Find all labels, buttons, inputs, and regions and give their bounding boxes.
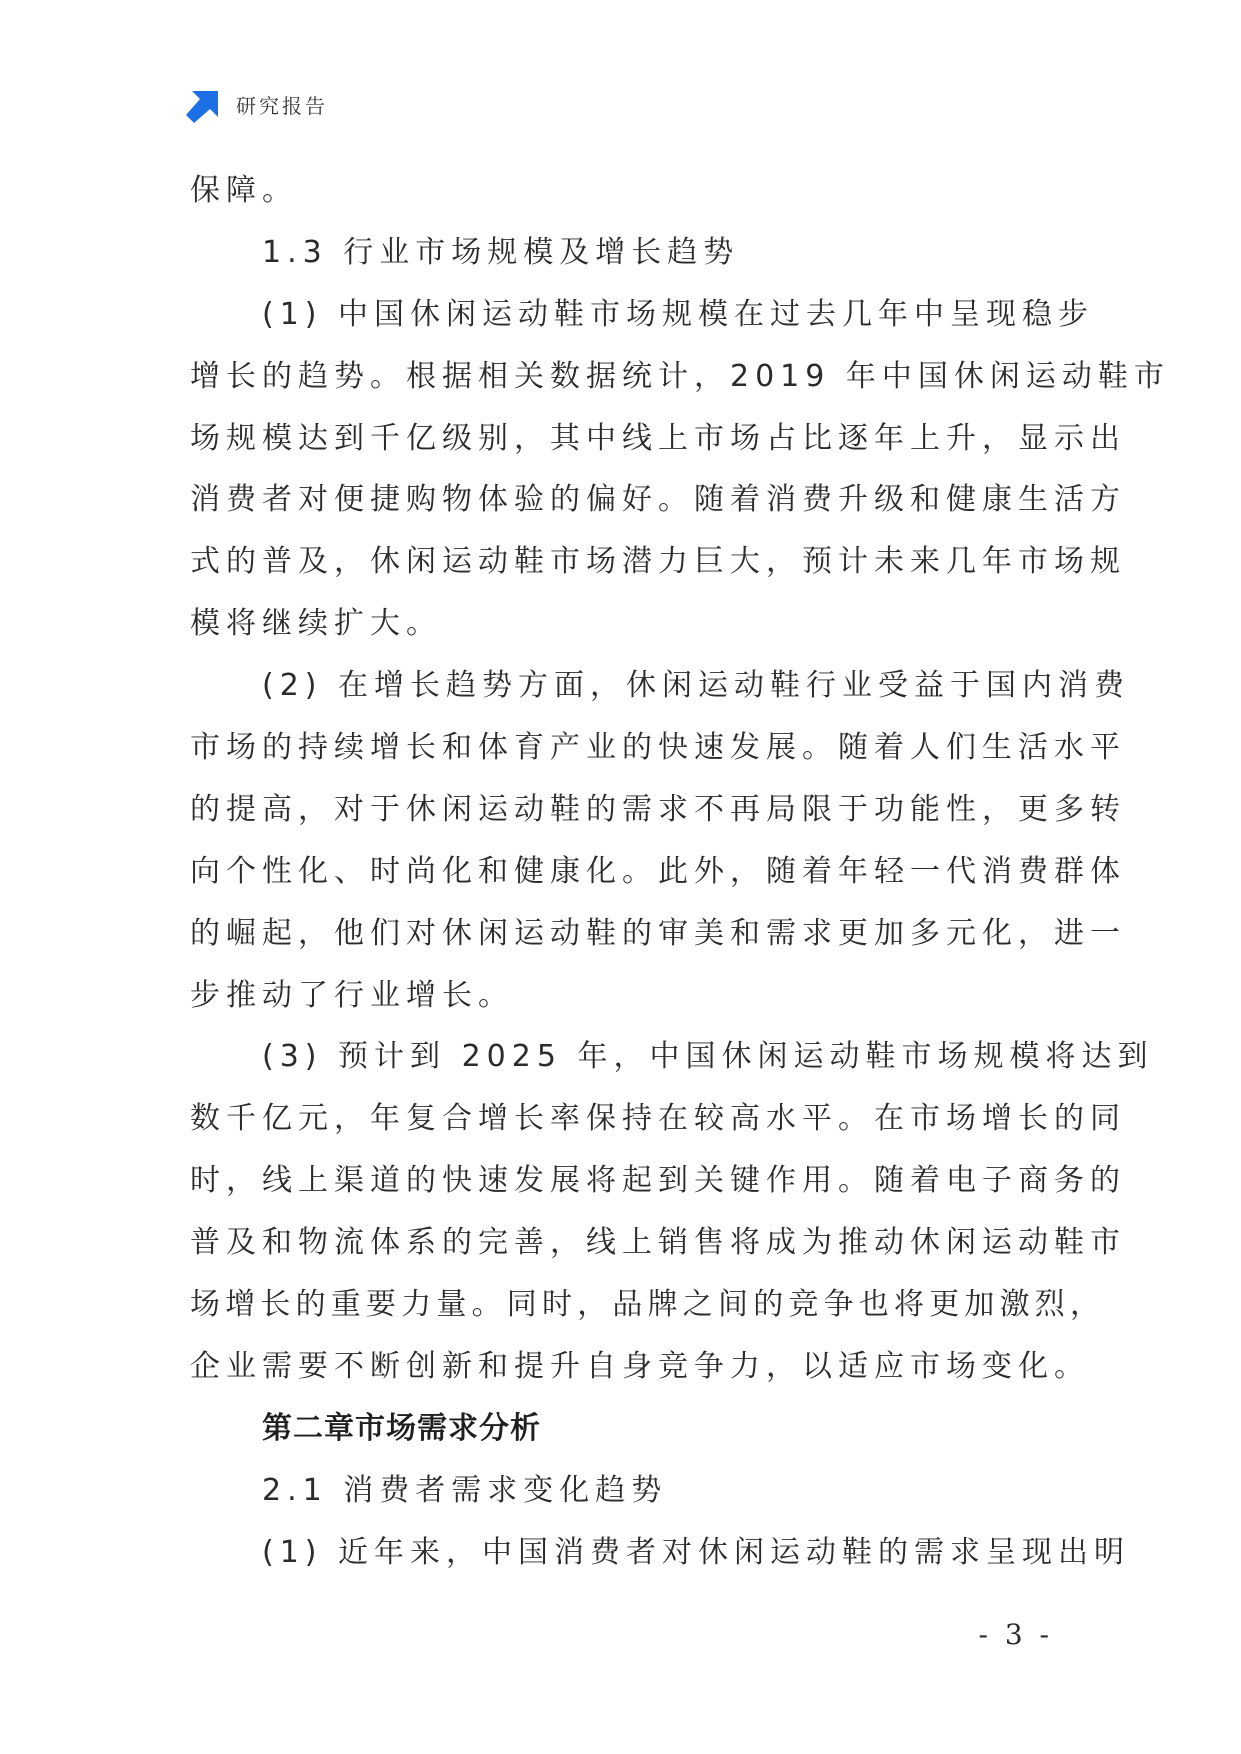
page-header (186, 88, 328, 124)
section-heading-2-1: 2.1 消费者需求变化趋势 (262, 1472, 668, 1508)
paragraph-line: 企业需要不断创新和提升自身竞争力，以适应市场变化。 (190, 1348, 1090, 1384)
paragraph-line: (1) 近年来，中国消费者对休闲运动鞋的需求呈现出明 (262, 1534, 1131, 1570)
paragraph-line: (3) 预计到 2025 年，中国休闲运动鞋市场规模将达到 (262, 1039, 1154, 1075)
paragraph-line: 数千亿元，年复合增长率保持在较高水平。在市场增长的同 (190, 1101, 1126, 1137)
paragraph-line: 增长的趋势。根据相关数据统计，2019 年中国休闲运动鞋市 (190, 358, 1170, 394)
paragraph-line: 模将继续扩大。 (190, 606, 442, 642)
paragraph-line: 消费者对便捷购物体验的偏好。随着消费升级和健康生活方 (190, 482, 1126, 518)
paragraph-line: 的崛起，他们对休闲运动鞋的审美和需求更加多元化，进一 (190, 915, 1126, 951)
paragraph-line: 式的普及，休闲运动鞋市场潜力巨大，预计未来几年市场规 (190, 544, 1126, 580)
document-body (190, 160, 1170, 1583)
chapter-heading: 第二章市场需求分析 (262, 1410, 541, 1446)
paragraph-line: 场规模达到千亿级别，其中线上市场占比逐年上升，显示出 (190, 420, 1126, 456)
paragraph-line: 保障。 (190, 173, 298, 208)
paragraph-line: (1) 中国休闲运动鞋市场规模在过去几年中呈现稳步 (262, 296, 1095, 332)
paragraph-line: 场增长的重要力量。同时，品牌之间的竞争也将更加激烈， (190, 1287, 1106, 1323)
arrow-up-right-icon (186, 89, 220, 123)
paragraph-line: 普及和物流体系的完善，线上销售将成为推动休闲运动鞋市 (190, 1225, 1126, 1261)
report-header-title: 研究报告 (236, 94, 328, 118)
paragraph-line: 市场的持续增长和体育产业的快速发展。随着人们生活水平 (190, 730, 1126, 766)
paragraph-line: 的提高，对于休闲运动鞋的需求不再局限于功能性，更多转 (190, 791, 1126, 827)
paragraph-line: 向个性化、时尚化和健康化。此外，随着年轻一代消费群体 (190, 853, 1126, 889)
paragraph-line: (2) 在增长趋势方面，休闲运动鞋行业受益于国内消费 (262, 668, 1131, 704)
paragraph-line: 步推动了行业增长。 (190, 977, 514, 1013)
page-number: - 3 - (978, 1618, 1053, 1651)
section-heading-1-3: 1.3 行业市场规模及增长趋势 (262, 234, 740, 270)
paragraph-line: 时，线上渠道的快速发展将起到关键作用。随着电子商务的 (190, 1163, 1126, 1199)
